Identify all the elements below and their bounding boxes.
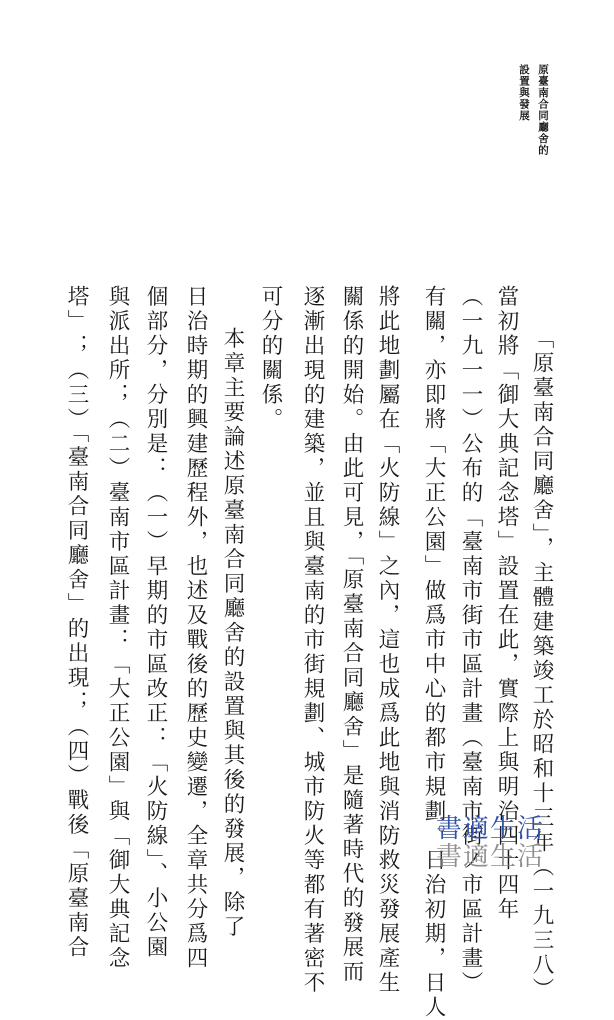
body-column-10: 日治時期的興建歷程外，也述及戰後的歷史變遷，全章共分爲四 — [183, 285, 208, 971]
body-column-3: （一九一一）公布的「臺南市街市區計畫（臺南市街ノ市區計畫） — [458, 285, 483, 996]
body-column-12: 與派出所；（二）臺南市區計畫：「大正公園」與「御大典記念 — [105, 285, 130, 971]
body-column-4: 有關，亦即將「大正公園」做爲市中心的都市規劃。日治初期，日人 — [421, 285, 446, 1020]
body-column-13: 塔」；（三）「臺南合同廳舍」的出現；（四）戰後「原臺南合 — [64, 285, 89, 961]
body-column-5: 將此地劃屬在「火防線」之內，這也成爲此地與消防救災發展產生 — [375, 285, 400, 996]
body-column-8: 可分的關係。 — [258, 285, 283, 432]
body-column-1: 「原臺南合同廳舍」，主體建築竣工於昭和十三年（一九三八） — [529, 327, 554, 1003]
body-column-7: 逐漸出現的建築，並且與臺南的市街規劃、城市防火等都有著密不 — [300, 285, 325, 996]
watermark-logo-bottom: 書適生活 — [436, 842, 545, 872]
watermark-logo-top: 書適生活 — [436, 814, 545, 844]
body-column-11: 個部分，分別是：（一）早期的市區改正：「火防線」、小公園 — [143, 285, 168, 961]
running-head-line1: 原臺南合同廳舍的 — [537, 64, 549, 156]
body-column-2: 當初將「御大典記念塔」設置在此，實際上與明治四十四年 — [494, 285, 519, 922]
running-head-line2: 設置與發展 — [518, 64, 530, 122]
body-column-6: 關係的開始。由此可見，「原臺南合同廳舍」是隨著時代的發展而 — [339, 285, 364, 985]
body-column-9: 本章主要論述原臺南合同廳舍的設置與其後的發展，除了 — [220, 327, 245, 940]
